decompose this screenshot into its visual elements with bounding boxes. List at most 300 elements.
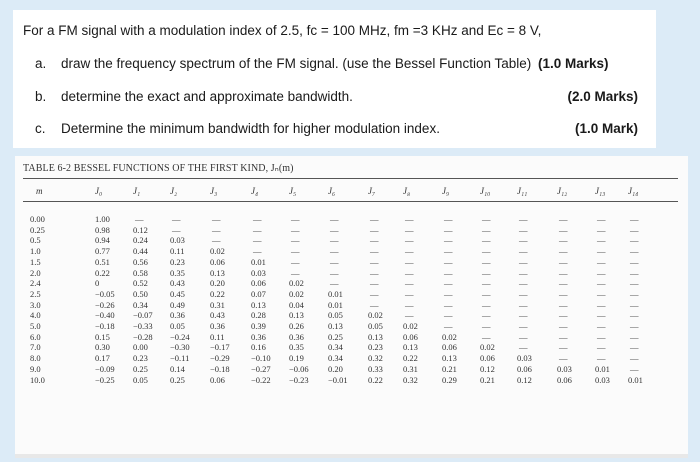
table-row [15, 342, 688, 353]
table-row [15, 225, 688, 236]
table-cell: 0.14 [170, 363, 185, 374]
column-header: J₁₄ [628, 186, 639, 196]
empty-cell: — [630, 299, 639, 310]
empty-cell: — [444, 246, 453, 257]
empty-cell: — [291, 224, 300, 235]
table-cell: 0.17 [95, 353, 110, 364]
empty-cell: — [630, 310, 639, 321]
empty-cell: — [559, 353, 568, 364]
empty-cell: — [597, 224, 606, 235]
column-header: J₁₀ [480, 186, 491, 196]
table-row [15, 310, 688, 321]
row-index-m: 4.0 [30, 310, 41, 321]
empty-cell: — [630, 353, 639, 364]
empty-cell: — [559, 224, 568, 235]
table-cell: 0.03 [557, 363, 572, 374]
item-marks: (1.0 Mark) [574, 121, 638, 136]
table-cell: −0.06 [289, 363, 309, 374]
table-cell: 0.20 [210, 278, 225, 289]
empty-cell: — [519, 214, 528, 224]
row-index-m: 2.4 [30, 278, 41, 289]
empty-cell: — [630, 224, 639, 235]
table-cell: 0.13 [328, 321, 343, 331]
column-header: J₈ [403, 186, 411, 196]
empty-cell: — [444, 278, 453, 289]
item-label: c. [35, 121, 46, 136]
empty-cell: — [597, 278, 606, 289]
table-cell: −0.07 [133, 310, 153, 321]
table-cell: 0.20 [328, 363, 343, 374]
table-cell: 0.77 [95, 246, 110, 257]
empty-cell: — [444, 299, 453, 310]
table-cell: 0.05 [133, 374, 148, 385]
table-cell: 0.05 [328, 310, 343, 321]
table-cell: 0.26 [289, 321, 304, 331]
empty-cell: — [444, 321, 453, 331]
table-cell: 0.00 [133, 342, 148, 353]
empty-cell: — [330, 246, 339, 257]
table-cell: 0.22 [368, 374, 383, 385]
empty-cell: — [172, 214, 181, 224]
table-cell: 0.02 [442, 331, 457, 342]
table-cell: 0.13 [289, 310, 304, 321]
table-row [15, 278, 688, 289]
empty-cell: — [370, 299, 379, 310]
question-item-b [35, 89, 638, 104]
empty-cell: — [559, 321, 568, 331]
table-cell: 0.30 [95, 342, 110, 353]
table-row [15, 375, 688, 386]
row-index-m: 5.0 [30, 321, 41, 331]
table-cell: 0.25 [133, 363, 148, 374]
empty-cell: — [559, 278, 568, 289]
empty-cell: — [482, 235, 491, 246]
empty-cell: — [370, 278, 379, 289]
row-index-m: 7.0 [30, 342, 41, 353]
empty-cell: — [444, 214, 453, 224]
table-cell: 0.01 [628, 374, 643, 385]
table-cell: 0.01 [595, 363, 610, 374]
table-cell: −0.29 [210, 353, 230, 364]
empty-cell: — [405, 235, 414, 246]
empty-cell: — [559, 235, 568, 246]
empty-cell: — [482, 299, 491, 310]
table-cell: −0.18 [95, 321, 115, 331]
empty-cell: — [370, 288, 379, 299]
empty-cell: — [370, 246, 379, 257]
empty-cell: — [630, 278, 639, 289]
empty-cell: — [519, 235, 528, 246]
empty-cell: — [559, 331, 568, 342]
column-header: J₃ [210, 186, 218, 196]
table-cell: 0.43 [210, 310, 225, 321]
empty-cell: — [519, 278, 528, 289]
empty-cell: — [405, 310, 414, 321]
empty-cell: — [370, 256, 379, 267]
table-header-rule [23, 201, 678, 202]
row-index-m: 0.00 [30, 214, 45, 224]
empty-cell: — [597, 256, 606, 267]
empty-cell: — [172, 224, 181, 235]
empty-cell: — [291, 267, 300, 278]
row-index-m: 3.0 [30, 299, 41, 310]
empty-cell: — [630, 321, 639, 331]
table-cell: 0.01 [251, 256, 266, 267]
empty-cell: — [630, 331, 639, 342]
table-cell: 0.13 [210, 267, 225, 278]
row-index-m: 9.0 [30, 363, 41, 374]
table-cell: 0.11 [170, 246, 185, 257]
item-marks: (1.0 Marks) [538, 56, 609, 71]
table-cell: 0.31 [210, 299, 225, 310]
empty-cell: — [519, 256, 528, 267]
table-cell: −0.10 [251, 353, 271, 364]
table-cell: 0.13 [442, 353, 457, 364]
table-row [15, 214, 688, 225]
empty-cell: — [597, 310, 606, 321]
table-cell: 0 [95, 278, 100, 289]
empty-cell: — [330, 214, 339, 224]
empty-cell: — [597, 235, 606, 246]
table-cell: 0.02 [403, 321, 418, 331]
table-row [15, 289, 688, 300]
empty-cell: — [370, 267, 379, 278]
table-cell: 0.13 [368, 331, 383, 342]
table-cell: 0.21 [480, 374, 495, 385]
empty-cell: — [597, 331, 606, 342]
table-cell: 0.02 [289, 288, 304, 299]
empty-cell: — [330, 278, 339, 289]
table-cell: 0.31 [403, 363, 418, 374]
table-cell: 0.43 [170, 278, 185, 289]
empty-cell: — [370, 224, 379, 235]
empty-cell: — [519, 310, 528, 321]
empty-cell: — [253, 235, 262, 246]
empty-cell: — [630, 235, 639, 246]
table-cell: 0.06 [251, 278, 266, 289]
table-cell: 0.02 [368, 310, 383, 321]
empty-cell: — [253, 224, 262, 235]
table-cell: 0.35 [289, 342, 304, 353]
row-index-m: 0.5 [30, 235, 41, 246]
empty-cell: — [212, 214, 221, 224]
item-label: a. [35, 56, 47, 71]
table-cell: 0.03 [170, 235, 185, 246]
empty-cell: — [482, 256, 491, 267]
table-cell: −0.01 [328, 374, 348, 385]
table-cell: −0.09 [95, 363, 115, 374]
table-cell: 0.06 [403, 331, 418, 342]
empty-cell: — [405, 288, 414, 299]
table-cell: 0.02 [210, 246, 225, 257]
empty-cell: — [630, 246, 639, 257]
empty-cell: — [444, 224, 453, 235]
empty-cell: — [559, 310, 568, 321]
question-item-a [35, 56, 638, 71]
empty-cell: — [482, 321, 491, 331]
column-header: J₁₃ [595, 186, 606, 196]
empty-cell: — [630, 342, 639, 353]
table-cell: 0.34 [328, 342, 343, 353]
table-cell: −0.25 [95, 374, 115, 385]
table-cell: 0.03 [251, 267, 266, 278]
empty-cell: — [482, 310, 491, 321]
empty-cell: — [559, 288, 568, 299]
table-row [15, 332, 688, 343]
row-index-m: 8.0 [30, 353, 41, 364]
table-cell: 0.02 [480, 342, 495, 353]
question-item-c [35, 121, 638, 136]
table-cell: −0.40 [95, 310, 115, 321]
table-cell: −0.22 [251, 374, 271, 385]
column-header: J₆ [328, 186, 336, 196]
table-row [15, 235, 688, 246]
table-cell: 0.06 [557, 374, 572, 385]
table-cell: 0.01 [328, 288, 343, 299]
table-cell: 1.00 [95, 214, 110, 224]
empty-cell: — [405, 267, 414, 278]
scan-edge [15, 454, 688, 458]
item-marks: (2.0 Marks) [567, 89, 638, 104]
empty-cell: — [559, 342, 568, 353]
table-cell: 0.25 [170, 374, 185, 385]
empty-cell: — [291, 256, 300, 267]
table-cell: 0.56 [133, 256, 148, 267]
table-row [15, 268, 688, 279]
empty-cell: — [135, 214, 144, 224]
column-header: m [36, 186, 43, 196]
empty-cell: — [291, 246, 300, 257]
table-cell: 0.45 [170, 288, 185, 299]
table-cell: 0.23 [133, 353, 148, 364]
table-cell: 0.03 [595, 374, 610, 385]
table-cell: 0.12 [133, 224, 148, 235]
empty-cell: — [405, 299, 414, 310]
empty-cell: — [482, 278, 491, 289]
table-cell: 0.58 [133, 267, 148, 278]
empty-cell: — [370, 214, 379, 224]
row-index-m: 1.5 [30, 256, 41, 267]
empty-cell: — [330, 256, 339, 267]
empty-cell: — [444, 235, 453, 246]
table-cell: 0.36 [210, 321, 225, 331]
empty-cell: — [519, 342, 528, 353]
table-cell: 0.06 [210, 256, 225, 267]
empty-cell: — [330, 235, 339, 246]
table-cell: −0.23 [289, 374, 309, 385]
table-cell: 0.28 [251, 310, 266, 321]
table-cell: 0.15 [95, 331, 110, 342]
empty-cell: — [370, 235, 379, 246]
table-row [15, 257, 688, 268]
empty-cell: — [253, 246, 262, 257]
table-row [15, 246, 688, 257]
row-index-m: 6.0 [30, 331, 41, 342]
empty-cell: — [597, 288, 606, 299]
row-index-m: 2.0 [30, 267, 41, 278]
table-cell: 0.51 [95, 256, 110, 267]
table-cell: 0.32 [368, 353, 383, 364]
table-cell: −0.26 [95, 299, 115, 310]
table-cell: 0.94 [95, 235, 110, 246]
row-index-m: 1.0 [30, 246, 41, 257]
empty-cell: — [444, 267, 453, 278]
empty-cell: — [519, 288, 528, 299]
table-cell: 0.22 [403, 353, 418, 364]
empty-cell: — [482, 288, 491, 299]
table-cell: 0.44 [133, 246, 148, 257]
column-header: J₁₁ [517, 186, 528, 196]
table-cell: 0.32 [403, 374, 418, 385]
empty-cell: — [630, 256, 639, 267]
empty-cell: — [597, 214, 606, 224]
table-cell: 0.52 [133, 278, 148, 289]
table-cell: 0.36 [170, 310, 185, 321]
empty-cell: — [482, 214, 491, 224]
empty-cell: — [597, 353, 606, 364]
question-card [13, 10, 656, 148]
empty-cell: — [405, 214, 414, 224]
empty-cell: — [630, 267, 639, 278]
table-cell: 0.06 [210, 374, 225, 385]
empty-cell: — [444, 288, 453, 299]
empty-cell: — [330, 267, 339, 278]
column-header: J₄ [251, 186, 259, 196]
empty-cell: — [559, 246, 568, 257]
column-header: J₁ [133, 186, 141, 196]
table-cell: 0.98 [95, 224, 110, 235]
table-cell: 0.12 [480, 363, 495, 374]
table-cell: 0.35 [170, 267, 185, 278]
table-cell: −0.30 [170, 342, 190, 353]
table-cell: 0.39 [251, 321, 266, 331]
row-index-m: 0.25 [30, 224, 45, 235]
table-cell: 0.06 [442, 342, 457, 353]
table-cell: 0.02 [289, 278, 304, 289]
table-cell: 0.16 [251, 342, 266, 353]
empty-cell: — [444, 310, 453, 321]
empty-cell: — [597, 246, 606, 257]
column-header: J₂ [170, 186, 178, 196]
empty-cell: — [212, 224, 221, 235]
empty-cell: — [630, 288, 639, 299]
table-top-rule [23, 178, 678, 179]
table-cell: 0.24 [133, 235, 148, 246]
table-cell: 0.36 [251, 331, 266, 342]
column-header: J₅ [289, 186, 297, 196]
table-cell: −0.18 [210, 363, 230, 374]
table-cell: −0.33 [133, 321, 153, 331]
table-cell: 0.12 [517, 374, 532, 385]
empty-cell: — [405, 224, 414, 235]
column-header: J₉ [442, 186, 450, 196]
empty-cell: — [597, 342, 606, 353]
table-cell: −0.27 [251, 363, 271, 374]
table-cell: 0.13 [251, 299, 266, 310]
table-title: TABLE 6-2 BESSEL FUNCTIONS OF THE FIRST KIND, Jₙ(m) [23, 163, 294, 174]
column-header: J₇ [368, 186, 376, 196]
table-cell: 0.03 [517, 353, 532, 364]
empty-cell: — [559, 299, 568, 310]
table-cell: 0.34 [328, 353, 343, 364]
table-cell: 0.19 [289, 353, 304, 364]
table-cell: 0.33 [368, 363, 383, 374]
column-header: J₀ [95, 186, 103, 196]
empty-cell: — [519, 267, 528, 278]
empty-cell: — [559, 267, 568, 278]
item-text: draw the frequency spectrum of the FM signal. (use the Bessel Function Table) [61, 56, 532, 71]
table-row [15, 364, 688, 375]
empty-cell: — [253, 214, 262, 224]
table-cell: −0.05 [95, 288, 115, 299]
empty-cell: — [630, 214, 639, 224]
table-row [15, 321, 688, 332]
table-cell: 0.29 [442, 374, 457, 385]
table-cell: 0.23 [368, 342, 383, 353]
table-cell: 0.07 [251, 288, 266, 299]
table-cell: 0.25 [328, 331, 343, 342]
table-cell: 0.23 [170, 256, 185, 267]
empty-cell: — [330, 224, 339, 235]
empty-cell: — [482, 224, 491, 235]
table-cell: 0.05 [368, 321, 383, 331]
empty-cell: — [559, 256, 568, 267]
item-text: determine the exact and approximate bandwidth. [61, 89, 353, 104]
empty-cell: — [519, 321, 528, 331]
empty-cell: — [519, 299, 528, 310]
empty-cell: — [482, 246, 491, 257]
empty-cell: — [597, 321, 606, 331]
empty-cell: — [559, 214, 568, 224]
row-index-m: 2.5 [30, 288, 41, 299]
question-intro: For a FM signal with a modulation index of 2.5, fc = 100 MHz, fm =3 KHz and Ec = 8 V, [23, 23, 542, 38]
table-cell: 0.49 [170, 299, 185, 310]
table-cell: 0.50 [133, 288, 148, 299]
table-row [15, 353, 688, 364]
empty-cell: — [597, 267, 606, 278]
empty-cell: — [291, 214, 300, 224]
empty-cell: — [519, 224, 528, 235]
table-cell: −0.11 [170, 353, 190, 364]
empty-cell: — [519, 331, 528, 342]
empty-cell: — [597, 299, 606, 310]
empty-cell: — [630, 363, 639, 374]
table-cell: 0.06 [480, 353, 495, 364]
table-cell: −0.24 [170, 331, 190, 342]
table-cell: 0.34 [133, 299, 148, 310]
table-cell: 0.36 [289, 331, 304, 342]
empty-cell: — [444, 256, 453, 267]
table-cell: 0.22 [95, 267, 110, 278]
bessel-table-scan [15, 156, 688, 458]
empty-cell: — [519, 246, 528, 257]
item-text: Determine the minimum bandwidth for higher modulation index. [61, 121, 440, 136]
table-cell: 0.04 [289, 299, 304, 310]
empty-cell: — [405, 246, 414, 257]
empty-cell: — [405, 278, 414, 289]
row-index-m: 10.0 [30, 374, 45, 385]
table-cell: −0.17 [210, 342, 230, 353]
empty-cell: — [405, 256, 414, 267]
table-cell: −0.28 [133, 331, 153, 342]
column-header: J₁₂ [557, 186, 568, 196]
table-cell: 0.05 [170, 321, 185, 331]
table-cell: 0.01 [328, 299, 343, 310]
table-cell: 0.11 [210, 331, 225, 342]
item-label: b. [35, 89, 47, 104]
empty-cell: — [482, 331, 491, 342]
table-row [15, 300, 688, 311]
